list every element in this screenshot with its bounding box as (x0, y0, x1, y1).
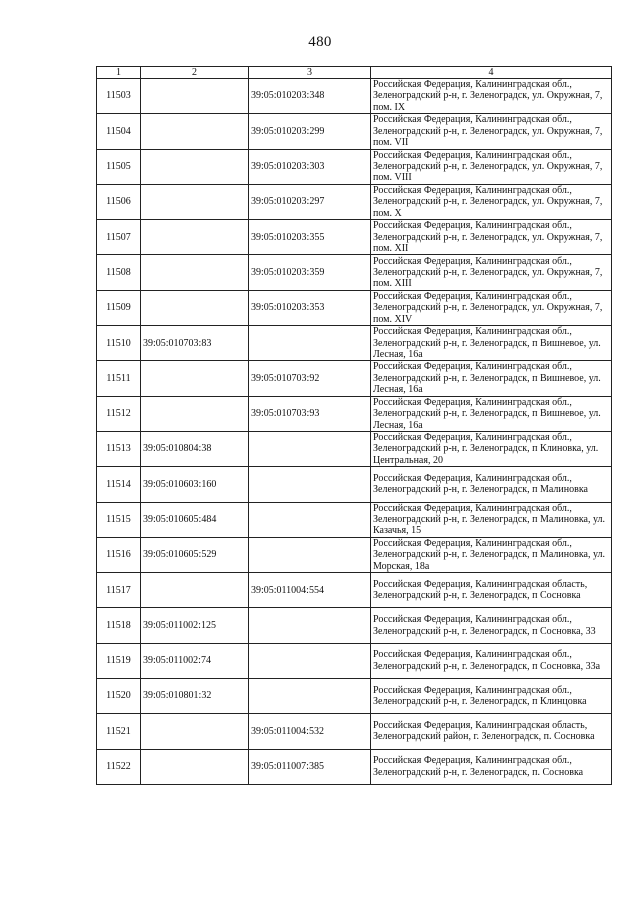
cadastral-number-cell (141, 573, 249, 608)
cadastral-number-cell (141, 714, 249, 749)
table-row (97, 573, 612, 608)
cadastral-number-cell (141, 396, 249, 431)
column-header: 2 (141, 67, 249, 79)
row-number-cell: 11506 (97, 184, 141, 219)
address-cell: Российская Федерация, Калининградская обл., Зеленоградский р-н, г. Зеленоградск, п Вишневое, ул. Лесная, 16а (371, 326, 612, 361)
address-cell: Российская Федерация, Калининградская обл., Зеленоградский р-н, г. Зеленоградск, п Клиновка, ул. Центральная, 20 (371, 431, 612, 466)
cadastral-number-cell (249, 502, 371, 537)
row-number-cell: 11513 (97, 431, 141, 466)
table-row (97, 643, 612, 678)
cadastral-number-cell (249, 537, 371, 572)
address-cell: Российская Федерация, Калининградская обл., Зеленоградский р-н, г. Зеленоградск, ул. Окружная, 7, пом. X (371, 184, 612, 219)
cadastral-number-cell (141, 255, 249, 290)
cadastral-number-cell (249, 467, 371, 502)
cadastral-number-cell (249, 679, 371, 714)
table-row (97, 749, 612, 784)
row-number-cell: 11511 (97, 361, 141, 396)
column-header: 1 (97, 67, 141, 79)
registry-body (97, 67, 612, 785)
page-number: 480 (308, 34, 332, 50)
table-header-row (97, 67, 612, 79)
column-header: 4 (371, 67, 612, 79)
cadastral-number-cell: 39:05:010801:32 (141, 679, 249, 714)
table-row (97, 290, 612, 325)
cadastral-number-cell: 39:05:011004:532 (249, 714, 371, 749)
row-number-cell: 11517 (97, 573, 141, 608)
address-cell: Российская Федерация, Калининградская обл., Зеленоградский р-н, г. Зеленоградск, ул. Окружная, 7, пом. IX (371, 79, 612, 114)
table-row (97, 396, 612, 431)
row-number-cell: 11508 (97, 255, 141, 290)
table-row (97, 431, 612, 466)
address-cell: Российская Федерация, Калининградская обл., Зеленоградский р-н, г. Зеленоградск, п Малиновка, ул. Морская, 18а (371, 537, 612, 572)
cadastral-number-cell (141, 149, 249, 184)
cadastral-number-cell: 39:05:011002:74 (141, 643, 249, 678)
table-row (97, 114, 612, 149)
table-row (97, 149, 612, 184)
table-row (97, 679, 612, 714)
cadastral-number-cell (141, 749, 249, 784)
row-number-cell: 11519 (97, 643, 141, 678)
address-cell: Российская Федерация, Калининградская обл., Зеленоградский р-н, г. Зеленоградск, п Клинцовка (371, 679, 612, 714)
row-number-cell: 11518 (97, 608, 141, 643)
cadastral-number-cell: 39:05:010703:92 (249, 361, 371, 396)
address-cell: Российская Федерация, Калининградская область, Зеленоградский район, г. Зеленоградск, п. Сосновка (371, 714, 612, 749)
row-number-cell: 11509 (97, 290, 141, 325)
address-cell: Российская Федерация, Калининградская обл., Зеленоградский р-н, г. Зеленоградск, ул. Окружная, 7, пом. VIII (371, 149, 612, 184)
cadastral-number-cell: 39:05:010203:355 (249, 220, 371, 255)
cadastral-number-cell: 39:05:011002:125 (141, 608, 249, 643)
address-cell: Российская Федерация, Калининградская обл., Зеленоградский р-н, г. Зеленоградск, п Малиновка, ул. Казачья, 15 (371, 502, 612, 537)
row-number-cell: 11503 (97, 79, 141, 114)
cadastral-number-cell: 39:05:010605:484 (141, 502, 249, 537)
row-number-cell: 11510 (97, 326, 141, 361)
cadastral-number-cell (249, 431, 371, 466)
cadastral-number-cell: 39:05:010203:353 (249, 290, 371, 325)
cadastral-number-cell: 39:05:010203:359 (249, 255, 371, 290)
table-row (97, 608, 612, 643)
cadastral-number-cell (141, 361, 249, 396)
row-number-cell: 11505 (97, 149, 141, 184)
address-cell: Российская Федерация, Калининградская обл., Зеленоградский р-н, г. Зеленоградск, ул. Окружная, 7, пом. XIV (371, 290, 612, 325)
cadastral-number-cell: 39:05:010603:160 (141, 467, 249, 502)
address-cell: Российская Федерация, Калининградская обл., Зеленоградский р-н, г. Зеленоградск, ул. Окружная, 7, пом. XII (371, 220, 612, 255)
table-row (97, 184, 612, 219)
table-row (97, 714, 612, 749)
row-number-cell: 11522 (97, 749, 141, 784)
cadastral-number-cell (141, 220, 249, 255)
cadastral-number-cell: 39:05:010203:348 (249, 79, 371, 114)
address-cell: Российская Федерация, Калининградская обл., Зеленоградский р-н, г. Зеленоградск, п Вишневое, ул. Лесная, 16а (371, 361, 612, 396)
row-number-cell: 11514 (97, 467, 141, 502)
table-row (97, 79, 612, 114)
cadastral-number-cell (141, 114, 249, 149)
row-number-cell: 11515 (97, 502, 141, 537)
cadastral-number-cell (141, 290, 249, 325)
row-number-cell: 11521 (97, 714, 141, 749)
address-cell: Российская Федерация, Калининградская область, Зеленоградский р-н, г. Зеленоградск, п Сосновка (371, 573, 612, 608)
row-number-cell: 11516 (97, 537, 141, 572)
row-number-cell: 11507 (97, 220, 141, 255)
address-cell: Российская Федерация, Калининградская обл., Зеленоградский р-н, г. Зеленоградск, п Сосновка, 33а (371, 643, 612, 678)
cadastral-number-cell: 39:05:010203:297 (249, 184, 371, 219)
address-cell: Российская Федерация, Калининградская обл., Зеленоградский р-н, г. Зеленоградск, ул. Окружная, 7, пом. XIII (371, 255, 612, 290)
cadastral-number-cell (249, 643, 371, 678)
cadastral-number-cell (249, 326, 371, 361)
table-row (97, 326, 612, 361)
table-row (97, 537, 612, 572)
cadastral-number-cell: 39:05:010203:303 (249, 149, 371, 184)
address-cell: Российская Федерация, Калининградская обл., Зеленоградский р-н, г. Зеленоградск, п Вишневое, ул. Лесная, 16а (371, 396, 612, 431)
address-cell: Российская Федерация, Калининградская обл., Зеленоградский р-н, г. Зеленоградск, п Сосновка, 33 (371, 608, 612, 643)
address-cell: Российская Федерация, Калининградская обл., Зеленоградский р-н, г. Зеленоградск, п. Сосновка (371, 749, 612, 784)
column-header: 3 (249, 67, 371, 79)
row-number-cell: 11520 (97, 679, 141, 714)
cadastral-number-cell: 39:05:010203:299 (249, 114, 371, 149)
cadastral-number-cell (141, 79, 249, 114)
cadastral-number-cell (141, 184, 249, 219)
registry-table (96, 66, 612, 785)
table-row (97, 361, 612, 396)
row-number-cell: 11512 (97, 396, 141, 431)
cadastral-number-cell (249, 608, 371, 643)
cadastral-number-cell: 39:05:011007:385 (249, 749, 371, 784)
cadastral-number-cell: 39:05:010804:38 (141, 431, 249, 466)
address-cell: Российская Федерация, Калининградская обл., Зеленоградский р-н, г. Зеленоградск, п Малиновка (371, 467, 612, 502)
cadastral-number-cell: 39:05:010605:529 (141, 537, 249, 572)
table-row (97, 220, 612, 255)
cadastral-number-cell: 39:05:010703:93 (249, 396, 371, 431)
row-number-cell: 11504 (97, 114, 141, 149)
address-cell: Российская Федерация, Калининградская обл., Зеленоградский р-н, г. Зеленоградск, ул. Окружная, 7, пом. VII (371, 114, 612, 149)
table-row (97, 467, 612, 502)
cadastral-number-cell: 39:05:011004:554 (249, 573, 371, 608)
cadastral-number-cell: 39:05:010703:83 (141, 326, 249, 361)
table-row (97, 502, 612, 537)
table-row (97, 255, 612, 290)
